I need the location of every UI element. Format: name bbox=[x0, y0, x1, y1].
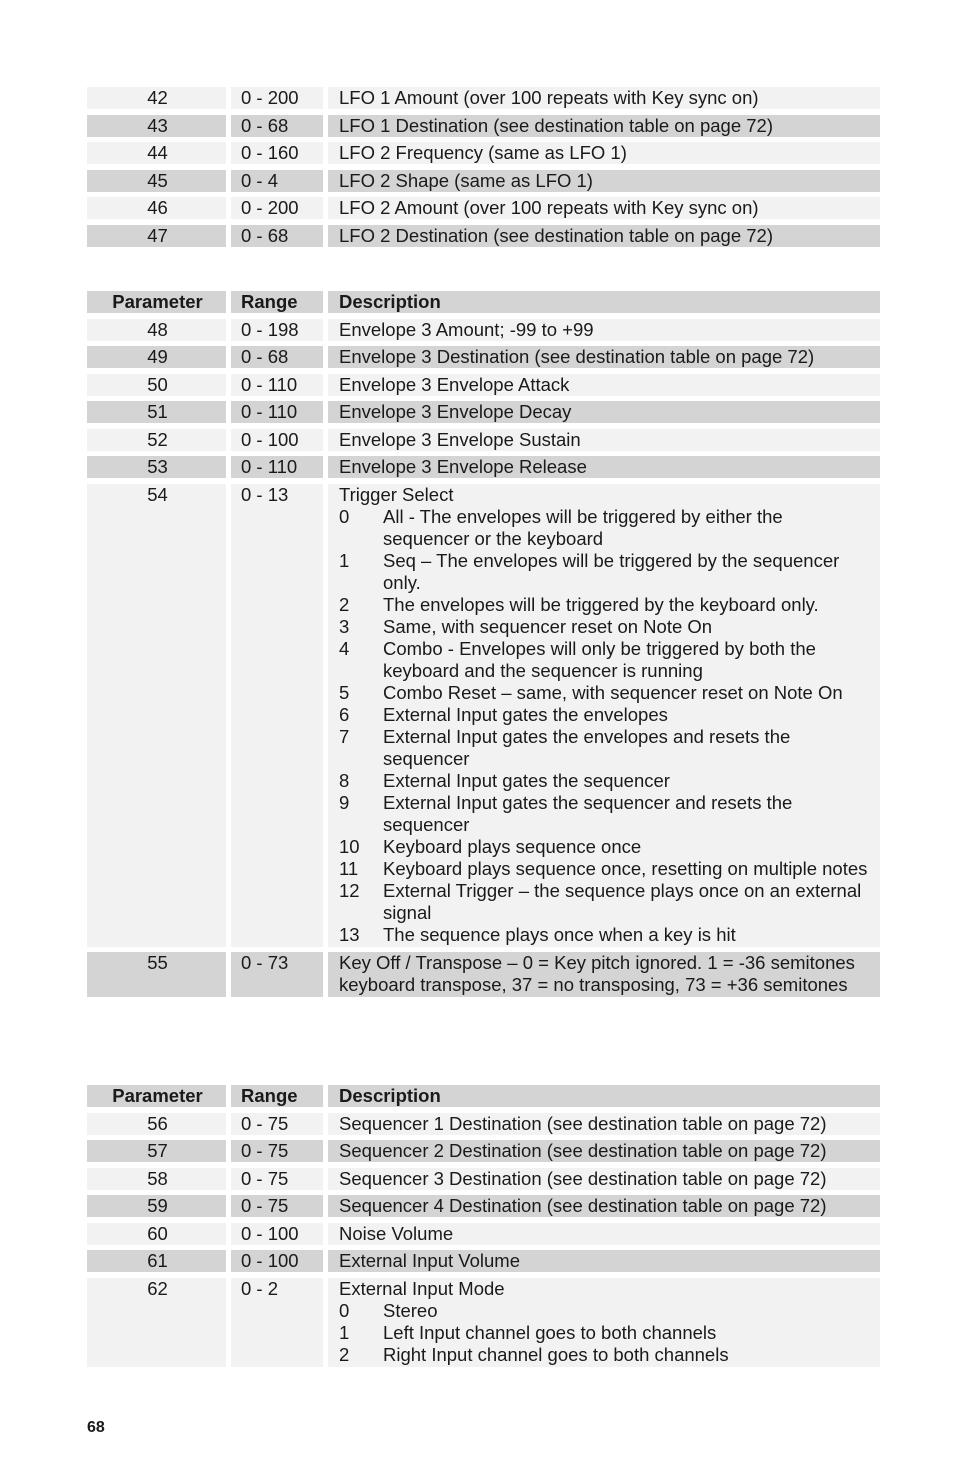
description-cell: Envelope 3 Destination (see destination table on page 72) bbox=[328, 346, 880, 368]
range-cell: 0 - 73 bbox=[231, 952, 323, 997]
description-cell bbox=[328, 484, 880, 947]
description-cell: Envelope 3 Envelope Release bbox=[328, 456, 880, 478]
description-cell: Envelope 3 Amount; -99 to +99 bbox=[328, 319, 880, 341]
option-text: Combo Reset – same, with sequencer reset on Note On bbox=[383, 681, 843, 703]
option-item bbox=[339, 924, 874, 946]
range-cell: 0 - 198 bbox=[231, 319, 323, 341]
param-cell: 61 bbox=[87, 1250, 226, 1272]
param-cell: 62 bbox=[87, 1278, 226, 1367]
description-cell: LFO 2 Frequency (same as LFO 1) bbox=[328, 142, 880, 164]
table-row bbox=[87, 346, 880, 368]
parameter-table-envelope bbox=[87, 291, 880, 997]
description-title: Trigger Select bbox=[339, 483, 454, 505]
param-cell: 56 bbox=[87, 1113, 226, 1135]
range-cell: 0 - 110 bbox=[231, 374, 323, 396]
option-text: Combo - Envelopes will only be triggered by both the keyboard and the sequencer is running bbox=[383, 637, 816, 681]
range-cell: 0 - 68 bbox=[231, 225, 323, 247]
option-item bbox=[339, 836, 874, 858]
table-row bbox=[87, 1195, 880, 1217]
table-row bbox=[87, 429, 880, 451]
table-row bbox=[87, 374, 880, 396]
description-cell: LFO 2 Destination (see destination table on page 72) bbox=[328, 225, 880, 247]
description-cell: External Input Volume bbox=[328, 1250, 880, 1272]
option-text: The sequence plays once when a key is hit bbox=[383, 923, 736, 945]
param-cell: 54 bbox=[87, 484, 226, 947]
option-item bbox=[339, 1322, 874, 1344]
range-cell: 0 - 4 bbox=[231, 170, 323, 192]
description-cell: Sequencer 2 Destination (see destination table on page 72) bbox=[328, 1140, 880, 1162]
table-row bbox=[87, 170, 880, 192]
option-number: 1 bbox=[339, 1321, 350, 1343]
option-number: 2 bbox=[339, 1343, 350, 1365]
option-number: 3 bbox=[339, 615, 350, 637]
description-cell: LFO 1 Amount (over 100 repeats with Key sync on) bbox=[328, 87, 880, 109]
description-title: External Input Mode bbox=[339, 1277, 505, 1299]
range-cell: 0 - 68 bbox=[231, 346, 323, 368]
param-cell: 47 bbox=[87, 225, 226, 247]
parameter-table-sequencer bbox=[87, 1085, 880, 1367]
table-row bbox=[87, 319, 880, 341]
option-number: 5 bbox=[339, 681, 350, 703]
option-item bbox=[339, 616, 874, 638]
description-cell: LFO 1 Destination (see destination table on page 72) bbox=[328, 115, 880, 137]
option-text: External Input gates the sequencer and resets the sequencer bbox=[383, 791, 793, 835]
range-cell: 0 - 68 bbox=[231, 115, 323, 137]
table-row bbox=[87, 401, 880, 423]
page-number: 68 bbox=[87, 1419, 105, 1436]
description-cell: Sequencer 3 Destination (see destination table on page 72) bbox=[328, 1168, 880, 1190]
table-row bbox=[87, 1140, 880, 1162]
range-cell: 0 - 75 bbox=[231, 1113, 323, 1135]
header-description: Description bbox=[328, 1085, 880, 1107]
table-row bbox=[87, 484, 880, 947]
option-text: The envelopes will be triggered by the keyboard only. bbox=[383, 593, 819, 615]
option-number: 10 bbox=[339, 835, 360, 857]
option-item bbox=[339, 726, 874, 770]
option-number: 11 bbox=[339, 857, 359, 879]
option-number: 4 bbox=[339, 637, 350, 659]
description-cell: Envelope 3 Envelope Decay bbox=[328, 401, 880, 423]
table-header bbox=[87, 1085, 880, 1107]
table-row bbox=[87, 1168, 880, 1190]
option-item bbox=[339, 1344, 874, 1366]
header-parameter: Parameter bbox=[87, 291, 226, 313]
option-text: External Input gates the envelopes and resets the sequencer bbox=[383, 725, 791, 769]
table-row bbox=[87, 225, 880, 247]
description-cell: LFO 2 Shape (same as LFO 1) bbox=[328, 170, 880, 192]
table-row bbox=[87, 142, 880, 164]
parameter-table-lfo bbox=[87, 87, 880, 247]
option-item bbox=[339, 638, 874, 682]
option-number: 0 bbox=[339, 1299, 350, 1321]
param-cell: 48 bbox=[87, 319, 226, 341]
table-row bbox=[87, 456, 880, 478]
option-item bbox=[339, 594, 874, 616]
option-item bbox=[339, 682, 874, 704]
table-row bbox=[87, 1250, 880, 1272]
param-cell: 46 bbox=[87, 197, 226, 219]
header-range: Range bbox=[231, 1085, 323, 1107]
table-row bbox=[87, 87, 880, 109]
param-cell: 44 bbox=[87, 142, 226, 164]
param-cell: 60 bbox=[87, 1223, 226, 1245]
option-text: External Trigger – the sequence plays once on an external signal bbox=[383, 879, 862, 923]
header-description: Description bbox=[328, 291, 880, 313]
option-number: 9 bbox=[339, 791, 350, 813]
param-cell: 51 bbox=[87, 401, 226, 423]
range-cell: 0 - 100 bbox=[231, 1223, 323, 1245]
param-cell: 50 bbox=[87, 374, 226, 396]
option-text: Keyboard plays sequence once, resetting on multiple notes bbox=[383, 857, 868, 879]
option-item bbox=[339, 704, 874, 726]
range-cell: 0 - 75 bbox=[231, 1195, 323, 1217]
range-cell: 0 - 110 bbox=[231, 401, 323, 423]
option-item bbox=[339, 792, 874, 836]
range-cell: 0 - 200 bbox=[231, 87, 323, 109]
option-item bbox=[339, 1300, 874, 1322]
option-item bbox=[339, 506, 874, 550]
description-cell: Sequencer 4 Destination (see destination table on page 72) bbox=[328, 1195, 880, 1217]
option-number: 0 bbox=[339, 505, 350, 527]
header-range: Range bbox=[231, 291, 323, 313]
description-cell: Envelope 3 Envelope Sustain bbox=[328, 429, 880, 451]
range-cell: 0 - 2 bbox=[231, 1278, 323, 1367]
option-text: Keyboard plays sequence once bbox=[383, 835, 642, 857]
range-cell: 0 - 75 bbox=[231, 1140, 323, 1162]
header-parameter: Parameter bbox=[87, 1085, 226, 1107]
param-cell: 52 bbox=[87, 429, 226, 451]
option-number: 12 bbox=[339, 879, 360, 901]
param-cell: 58 bbox=[87, 1168, 226, 1190]
param-cell: 55 bbox=[87, 952, 226, 997]
range-cell: 0 - 160 bbox=[231, 142, 323, 164]
option-text: Right Input channel goes to both channels bbox=[383, 1343, 729, 1365]
description-cell: LFO 2 Amount (over 100 repeats with Key sync on) bbox=[328, 197, 880, 219]
option-number: 1 bbox=[339, 549, 350, 571]
table-header bbox=[87, 291, 880, 313]
description-cell: Envelope 3 Envelope Attack bbox=[328, 374, 880, 396]
param-cell: 57 bbox=[87, 1140, 226, 1162]
option-number: 8 bbox=[339, 769, 350, 791]
description-cell: Key Off / Transpose – 0 = Key pitch ignored. 1 = -36 semitones keyboard transpose, 37 = no transposing, 73 = +36 semitones bbox=[328, 952, 880, 997]
option-text: External Input gates the sequencer bbox=[383, 769, 670, 791]
option-number: 6 bbox=[339, 703, 350, 725]
table-row bbox=[87, 952, 880, 997]
option-number: 13 bbox=[339, 923, 360, 945]
option-text: External Input gates the envelopes bbox=[383, 703, 668, 725]
option-item bbox=[339, 770, 874, 792]
param-cell: 49 bbox=[87, 346, 226, 368]
table-row bbox=[87, 1113, 880, 1135]
description-cell bbox=[328, 1278, 880, 1367]
param-cell: 59 bbox=[87, 1195, 226, 1217]
option-text: All - The envelopes will be triggered by either the sequencer or the keyboard bbox=[383, 505, 783, 549]
range-cell: 0 - 100 bbox=[231, 1250, 323, 1272]
description-cell: Sequencer 1 Destination (see destination table on page 72) bbox=[328, 1113, 880, 1135]
param-cell: 45 bbox=[87, 170, 226, 192]
range-cell: 0 - 13 bbox=[231, 484, 323, 947]
option-number: 2 bbox=[339, 593, 350, 615]
option-text: Same, with sequencer reset on Note On bbox=[383, 615, 713, 637]
range-cell: 0 - 200 bbox=[231, 197, 323, 219]
option-item bbox=[339, 858, 874, 880]
option-item bbox=[339, 880, 874, 924]
range-cell: 0 - 75 bbox=[231, 1168, 323, 1190]
param-cell: 43 bbox=[87, 115, 226, 137]
param-cell: 42 bbox=[87, 87, 226, 109]
description-cell: Noise Volume bbox=[328, 1223, 880, 1245]
option-text: Seq – The envelopes will be triggered by the sequencer only. bbox=[383, 549, 840, 593]
option-item bbox=[339, 550, 874, 594]
option-text: Stereo bbox=[383, 1299, 438, 1321]
table-row bbox=[87, 1223, 880, 1245]
param-cell: 53 bbox=[87, 456, 226, 478]
table-row bbox=[87, 197, 880, 219]
option-text: Left Input channel goes to both channels bbox=[383, 1321, 717, 1343]
table-row bbox=[87, 115, 880, 137]
option-number: 7 bbox=[339, 725, 350, 747]
range-cell: 0 - 110 bbox=[231, 456, 323, 478]
range-cell: 0 - 100 bbox=[231, 429, 323, 451]
table-row bbox=[87, 1278, 880, 1367]
